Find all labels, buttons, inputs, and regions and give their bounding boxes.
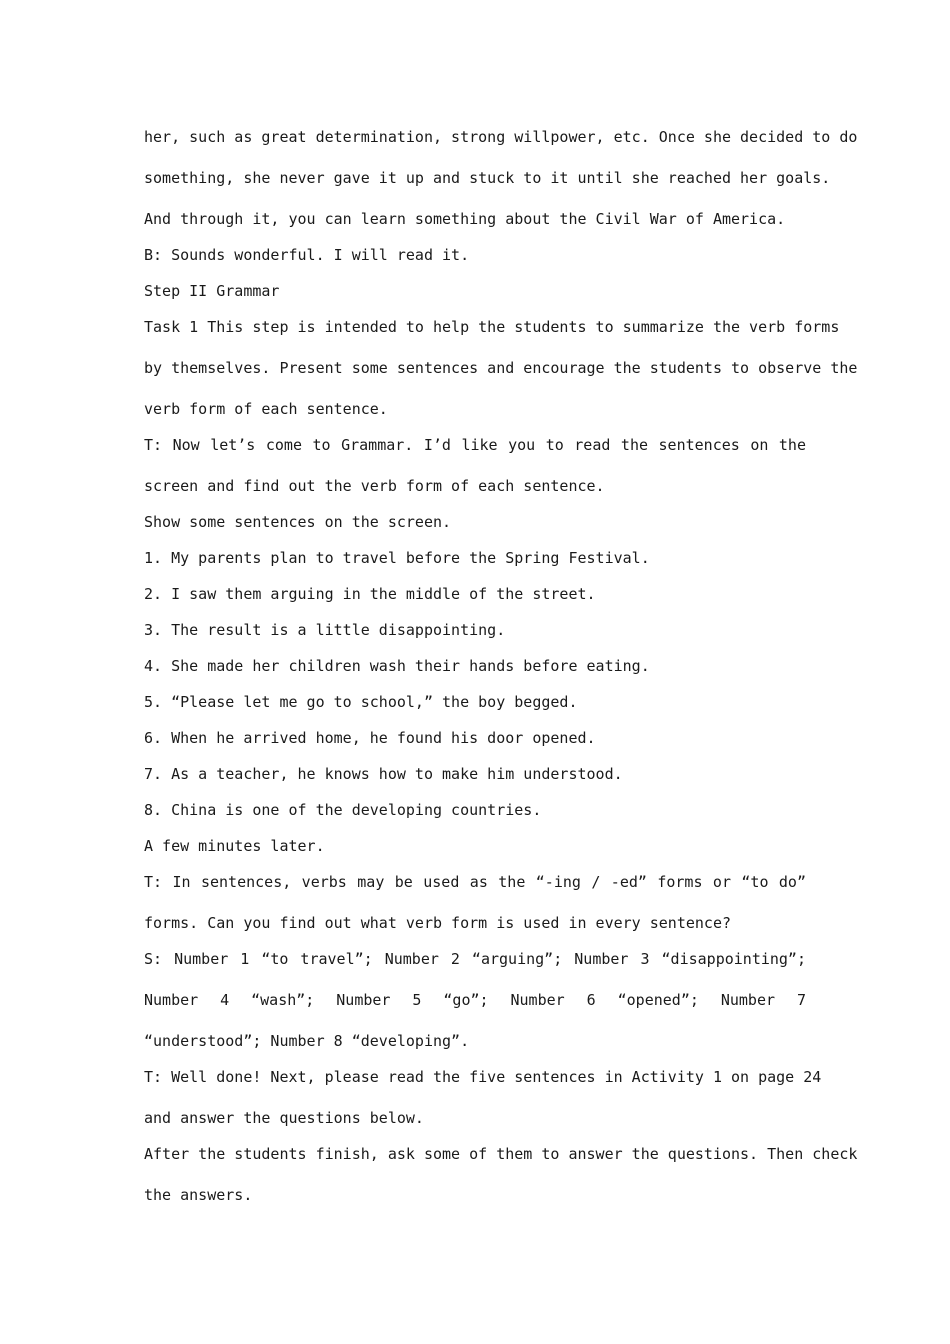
text-line: After the students finish, ask some of them to answer the questions. Then check xyxy=(144,1145,858,1163)
text-line: Number 4 “wash”; Number 5 “go”; Number 6 “opened”; Number 7 xyxy=(144,991,806,1009)
list-item: 7. As a teacher, he knows how to make him understood. xyxy=(144,765,623,783)
list-item: 4. She made her children wash their hands before eating. xyxy=(144,657,650,675)
text-line: forms. Can you find out what verb form is used in every sentence? xyxy=(144,914,731,932)
text-line: her, such as great determination, strong willpower, etc. Once she decided to do xyxy=(144,128,858,146)
text-line: T: In sentences, verbs may be used as the “-ing / -ed” forms or “to do” xyxy=(144,873,806,891)
text-line: the answers. xyxy=(144,1186,253,1204)
text-line: by themselves. Present some sentences and encourage the students to observe the xyxy=(144,359,858,377)
text-line: B: Sounds wonderful. I will read it. xyxy=(144,246,470,264)
text-line: T: Now let’s come to Grammar. I’d like you to read the sentences on the xyxy=(144,436,806,454)
list-item: 8. China is one of the developing countries. xyxy=(144,801,542,819)
text-line: verb form of each sentence. xyxy=(144,400,388,418)
text-line: S: Number 1 “to travel”; Number 2 “arguing”; Number 3 “disappointing”; xyxy=(144,950,806,968)
text-line: Task 1 This step is intended to help the students to summarize the verb forms xyxy=(144,318,840,336)
text-line: Show some sentences on the screen. xyxy=(144,513,452,531)
text-line: and answer the questions below. xyxy=(144,1109,424,1127)
list-item: 2. I saw them arguing in the middle of the street. xyxy=(144,585,596,603)
list-item: 1. My parents plan to travel before the Spring Festival. xyxy=(144,549,650,567)
list-item: 6. When he arrived home, he found his door opened. xyxy=(144,729,596,747)
text-line: And through it, you can learn something about the Civil War of America. xyxy=(144,210,786,228)
text-line: T: Well done! Next, please read the five sentences in Activity 1 on page 24 xyxy=(144,1068,822,1086)
text-line: A few minutes later. xyxy=(144,837,325,855)
list-item: 3. The result is a little disappointing. xyxy=(144,621,506,639)
list-item: 5. “Please let me go to school,” the boy begged. xyxy=(144,693,578,711)
text-line: screen and find out the verb form of each sentence. xyxy=(144,477,605,495)
text-line: something, she never gave it up and stuck to it until she reached her goals. xyxy=(144,169,831,187)
text-line: “understood”; Number 8 “developing”. xyxy=(144,1032,470,1050)
section-heading: Step II Grammar xyxy=(144,282,280,300)
